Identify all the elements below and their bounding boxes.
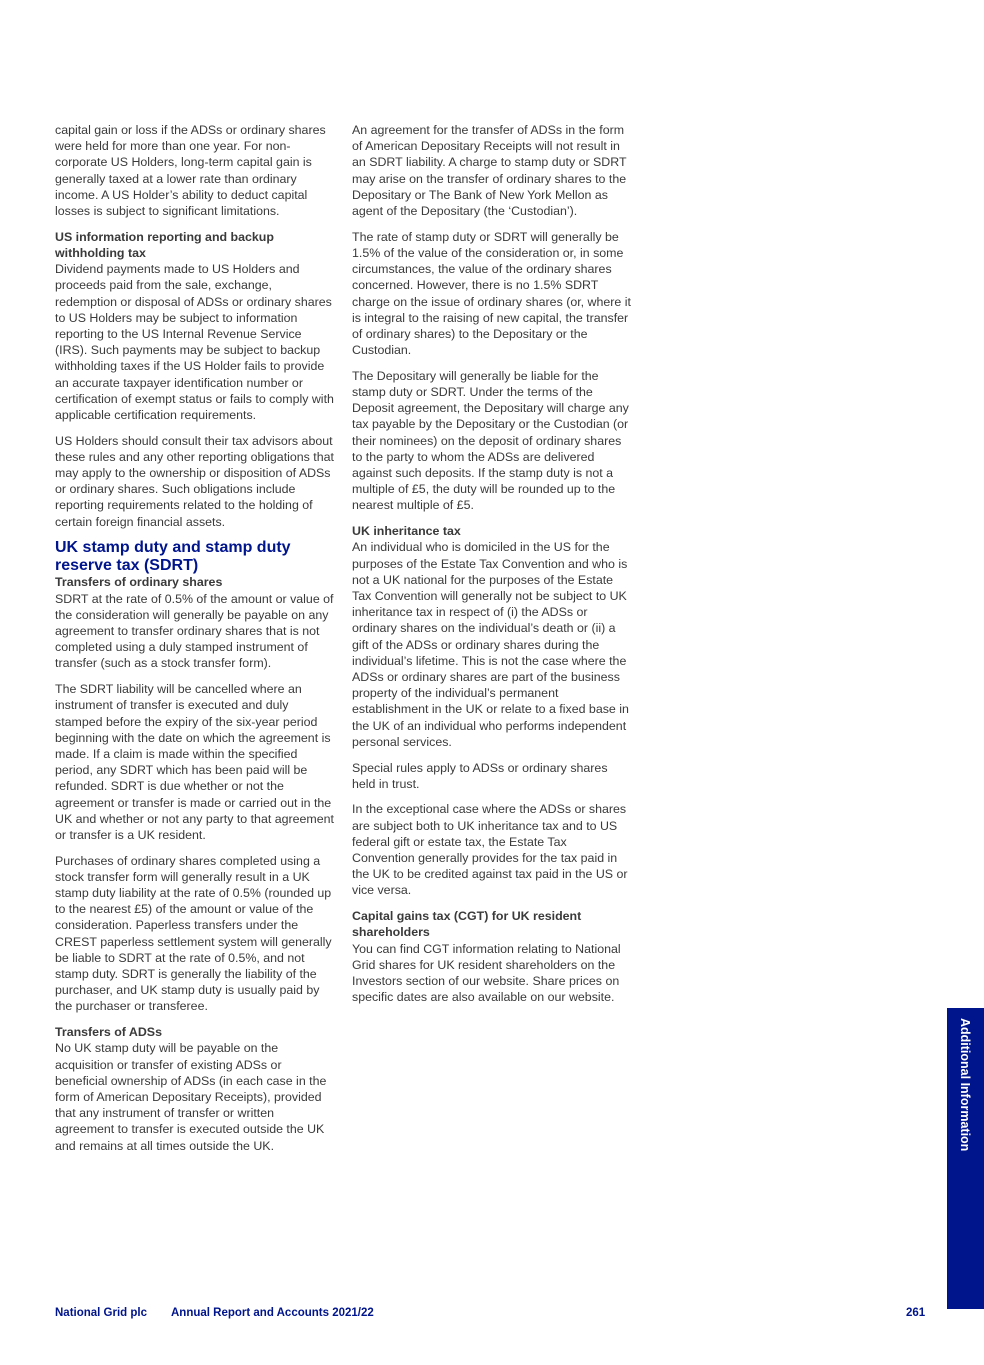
us-reporting-paragraph-2: US Holders should consult their tax advisors about these rules and any other reporting obligations that may apply to the ownership or disposition of ADSs or ordinary shares. Such obligations include reporting requirements related to the holding of certain foreign financial assets. bbox=[55, 433, 334, 529]
adr-paragraph-3: The Depositary will generally be liable for the stamp duty or SDRT. Under the terms of the Deposit agreement, the Depositary will charge any tax payable by the Depositary or the Custodian (or their nominees) on the deposit of ordinary shares to the party to whom the ADSs are delivered against such deposits. If the stamp duty is not a multiple of £5, the duty will be rounded up to the nearest multiple of £5. bbox=[352, 368, 629, 513]
transfers-adss-paragraph-1: No UK stamp duty will be payable on the acquisition or transfer of existing ADSs or beneficial ownership of ADSs (in each case in the form of American Depositary Receipts), provided that any instrument of transfer or written agreement to transfer is executed outside the UK and remains at all times outside the UK. bbox=[55, 1041, 327, 1153]
inheritance-paragraph-1: An individual who is domiciled in the US for the purposes of the Estate Tax Convention and who is not a UK national for the purposes of the Estate Tax Convention will generally not be subject to UK inheritance tax in respect of (i) the ADSs or ordinary shares on the individual’s death or (ii) a gift of the ADSs or ordinary shares during the individual’s lifetime. This is not the case where the ADSs or ordinary shares are part of the business property of the individual’s permanent establishment in the UK or relate to a fixed base in the UK of an individual who performs independent personal services. bbox=[352, 540, 629, 749]
side-tab-label: Additional Information bbox=[958, 1018, 972, 1152]
adr-paragraph-1: An agreement for the transfer of ADSs in the form of American Depositary Receipts will not result in an SDRT liability. A charge to stamp duty or SDRT may arise on the transfer of ordinary shares to the Depositary or The Bank of New York Mellon as agent of the Depositary (the ‘Custodian’). bbox=[352, 123, 627, 219]
adr-paragraph-2: The rate of stamp duty or SDRT will generally be 1.5% of the value of the consideration or, in some circumstances, the value of the ordinary shares concerned. However, there is no 1.5% SDRT charge on the issue of ordinary shares (or, where it is integral to the raising of new capital, the transfer of ordinary shares) to the Depositary or the Custodian. bbox=[352, 229, 631, 358]
cgt-paragraph-1: You can find CGT information relating to National Grid shares for UK resident shareholders on the Investors section of our website. Share prices on specific dates are also available on our website. bbox=[352, 941, 621, 1005]
section-title-stamp-duty: UK stamp duty and stamp duty reserve tax (SDRT) bbox=[55, 539, 291, 574]
inheritance-paragraph-3: In the exceptional case where the ADSs or shares are subject both to UK inheritance tax and to US federal gift or estate tax, the Estate Tax Convention generally provides for the tax paid in the UK to be credited against tax paid in the US or vice versa. bbox=[352, 802, 628, 898]
footer-page-number: 261 bbox=[906, 1307, 926, 1319]
left-column bbox=[55, 122, 335, 1163]
us-reporting-paragraph-1: Dividend payments made to US Holders and proceeds paid from the sale, exchange, redemption or disposal of ADSs or ordinary shares to US Holders may be subject to information reporting to the US Internal Revenue Service (IRS). Such payments may be subject to backup withholding taxes if the US Holder fails to provide an accurate taxpayer identification number or certification of exempt status or fails to comply with applicable certification requirements. bbox=[55, 262, 334, 422]
inheritance-block bbox=[352, 523, 632, 750]
us-reporting-block bbox=[55, 229, 335, 423]
section-side-tab[interactable] bbox=[947, 1008, 984, 1309]
transfers-shares-block bbox=[55, 574, 335, 671]
us-reporting-heading: US information reporting and backup withholding tax bbox=[55, 229, 274, 260]
capital-gain-paragraph: capital gain or loss if the ADSs or ordinary shares were held for more than one year. For non-corporate US Holders, long-term capital gain is generally taxed at a lower rate than ordinary income. A US Holder’s ability to deduct capital losses is subject to significant limitations. bbox=[55, 123, 326, 219]
footer-company-name: National Grid plc bbox=[55, 1307, 148, 1319]
transfers-shares-heading: Transfers of ordinary shares bbox=[55, 575, 223, 590]
footer-report-title: Annual Report and Accounts 2021/22 bbox=[171, 1307, 374, 1319]
transfers-shares-paragraph-2: The SDRT liability will be cancelled where an instrument of transfer is executed and duly stamped before the expiry of the six-year period beginning with the date on which the agreement is made. If a claim is made within the specified period, any SDRT which has been paid will be refunded. SDRT is due whether or not the agreement or transfer is made or carried out in the UK and whether or not any party to that agreement or transfer is a UK resident. bbox=[55, 682, 334, 842]
cgt-block bbox=[352, 908, 632, 1005]
transfers-adss-block bbox=[55, 1024, 335, 1154]
transfers-shares-paragraph-1: SDRT at the rate of 0.5% of the amount or value of the consideration will generally be payable on any agreement to transfer ordinary shares that is not completed using a duly stamped instrument of transfer (such as a stock transfer form). bbox=[55, 591, 334, 671]
inheritance-paragraph-2: Special rules apply to ADSs or ordinary shares held in trust. bbox=[352, 760, 608, 791]
cgt-heading: Capital gains tax (CGT) for UK resident shareholders bbox=[352, 909, 582, 940]
transfers-shares-paragraph-3: Purchases of ordinary shares completed using a stock transfer form will generally result in a UK stamp duty liability at the rate of 0.5% (rounded up to the nearest £5) of the amount or value of the consideration. Paperless transfers under the CREST paperless settlement system will generally be liable to SDRT at the rate of 0.5%, and not stamp duty. SDRT is generally the liability of the purchaser, and UK stamp duty is usually paid by the purchaser or transferee. bbox=[55, 853, 332, 1014]
inheritance-heading: UK inheritance tax bbox=[352, 524, 461, 539]
right-column bbox=[352, 122, 632, 1015]
transfers-adss-heading: Transfers of ADSs bbox=[55, 1025, 162, 1040]
